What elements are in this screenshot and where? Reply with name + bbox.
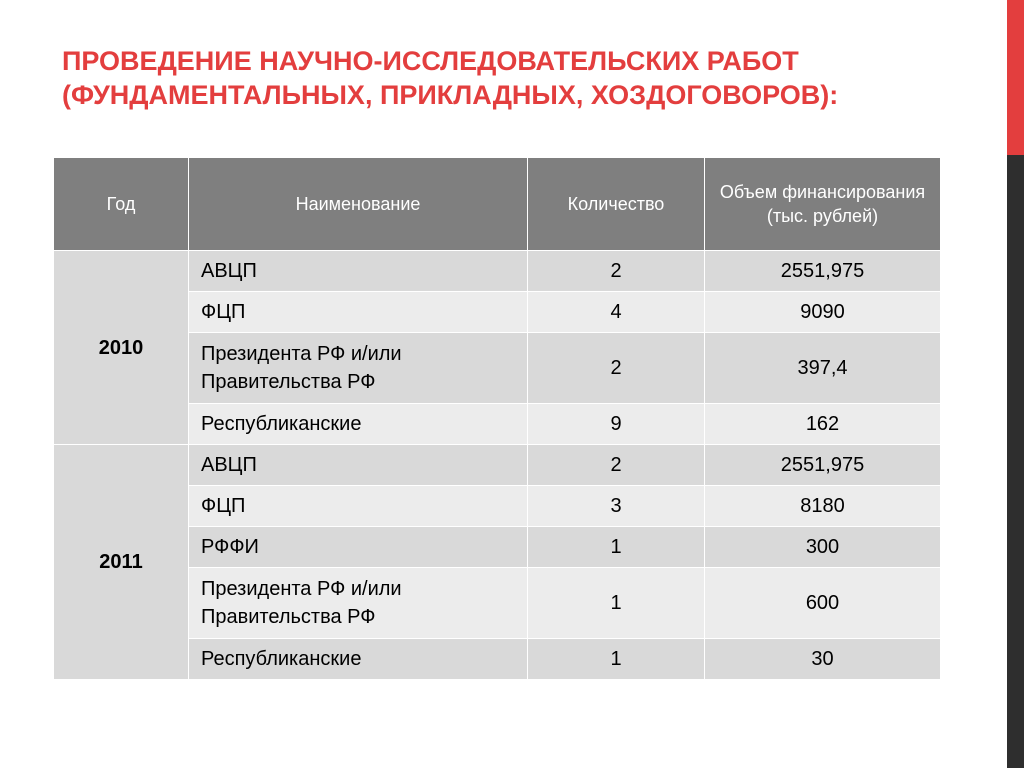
- count-cell: 1: [528, 568, 705, 639]
- funding-table: [53, 157, 941, 680]
- header-amount: Объем финансирования (тыс. рублей): [705, 158, 941, 251]
- amount-cell: 8180: [705, 486, 941, 527]
- count-cell: 1: [528, 639, 705, 680]
- amount-cell: 300: [705, 527, 941, 568]
- table-header-row: [54, 158, 941, 251]
- count-cell: 9: [528, 404, 705, 445]
- side-bar: [1007, 155, 1024, 768]
- name-cell: Президента РФ и/или Правительства РФ: [189, 333, 528, 404]
- header-name: Наименование: [189, 158, 528, 251]
- count-cell: 4: [528, 292, 705, 333]
- slide-title: ПРОВЕДЕНИЕ НАУЧНО-ИССЛЕДОВАТЕЛЬСКИХ РАБОТ (ФУНДАМЕНТАЛЬНЫХ, ПРИКЛАДНЫХ, ХОЗДОГОВОРОВ):: [62, 46, 839, 110]
- count-cell: 3: [528, 486, 705, 527]
- count-cell: 1: [528, 527, 705, 568]
- header-year: Год: [54, 158, 189, 251]
- name-cell: АВЦП: [189, 251, 528, 292]
- count-cell: 2: [528, 445, 705, 486]
- header-count: Количество: [528, 158, 705, 251]
- name-cell: Президента РФ и/или Правительства РФ: [189, 568, 528, 639]
- accent-bar: [1007, 0, 1024, 155]
- name-cell: АВЦП: [189, 445, 528, 486]
- table-row: [54, 445, 941, 486]
- count-cell: 2: [528, 251, 705, 292]
- table-row: [54, 251, 941, 292]
- amount-cell: 9090: [705, 292, 941, 333]
- name-cell: Республиканские: [189, 404, 528, 445]
- amount-cell: 2551,975: [705, 251, 941, 292]
- amount-cell: 397,4: [705, 333, 941, 404]
- name-cell: РФФИ: [189, 527, 528, 568]
- count-cell: 2: [528, 333, 705, 404]
- year-cell: 2011: [54, 445, 189, 680]
- amount-cell: 600: [705, 568, 941, 639]
- year-cell: 2010: [54, 251, 189, 445]
- name-cell: ФЦП: [189, 292, 528, 333]
- name-cell: Республиканские: [189, 639, 528, 680]
- amount-cell: 30: [705, 639, 941, 680]
- amount-cell: 2551,975: [705, 445, 941, 486]
- amount-cell: 162: [705, 404, 941, 445]
- name-cell: ФЦП: [189, 486, 528, 527]
